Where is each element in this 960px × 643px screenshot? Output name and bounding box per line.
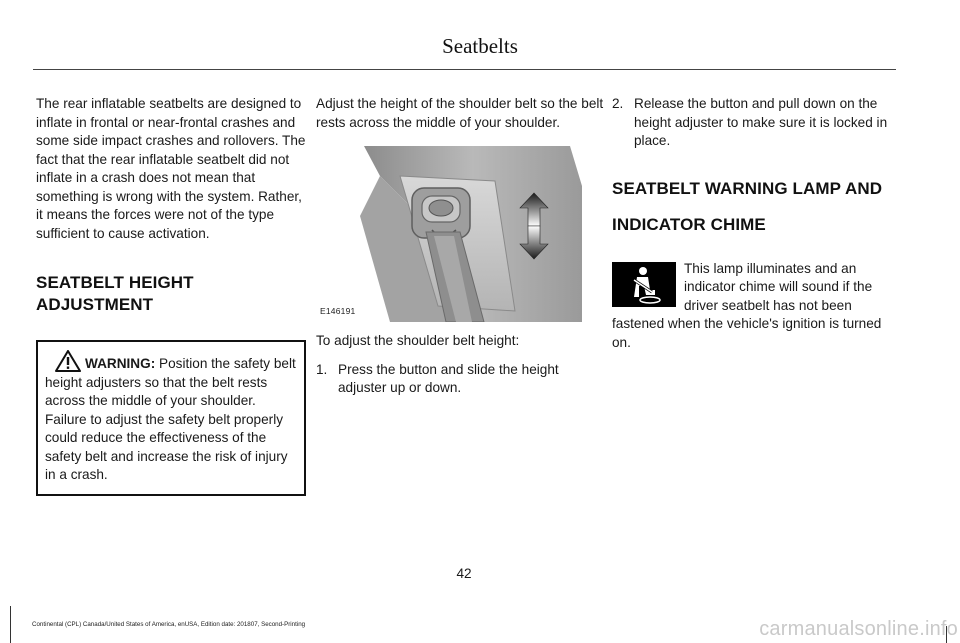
section-heading-warning-lamp: SEATBELT WARNING LAMP AND — [612, 178, 883, 198]
rear-inflatable-paragraph: The rear inflatable seatbelts are designed to inflate in frontal or near-frontal crashes and some side impact crashes and rollovers. The fact that the rear inflatable seatbelt did not inflate in a crash does not mean that something is wrong with the system. Rather, it means the forces were not of the type sufficient to cause activation. — [36, 96, 306, 241]
step-1-text: Press the button and slide the height adjuster up or down. — [338, 361, 559, 395]
shoulder-belt-height-adjuster-illustration — [320, 146, 582, 322]
step-2 — [612, 95, 902, 151]
step-2-text: Release the button and pull down on the height adjuster to make sure it is locked in place. — [634, 96, 888, 148]
column-2 — [316, 95, 606, 398]
warning-text: Position the safety belt height adjusters so that the belt rests across the middle of your shoulder. Failure to adjust the safety belt properly could reduce the effectiveness of the safety belt and increase the risk of injury in a crash. — [45, 356, 296, 482]
step-2-number: 2. — [612, 96, 624, 111]
adjust-height-paragraph: Adjust the height of the shoulder belt so the belt rests across the middle of your shoulder. — [316, 96, 604, 130]
page-number: 42 — [456, 566, 472, 581]
section-heading-indicator-chime: INDICATOR CHIME — [612, 214, 766, 234]
page-title: Seatbelts — [442, 34, 518, 58]
column-1 — [36, 95, 306, 496]
column-3 — [612, 95, 902, 352]
adjust-lead-text: To adjust the shoulder belt height: — [316, 333, 520, 348]
seatbelt-warning-lamp-icon — [612, 262, 676, 307]
crop-mark-left — [10, 606, 11, 643]
header-divider — [33, 69, 896, 70]
edition-footer: Continental (CPL) Canada/United States of America, enUSA, Edition date: 201807, Second-Printing — [32, 621, 306, 628]
step-1-number: 1. — [316, 361, 328, 377]
section-heading-height-adjustment: SEATBELT HEIGHT ADJUSTMENT — [36, 273, 194, 314]
step-1 — [316, 361, 606, 398]
warning-lamp-description — [612, 260, 902, 353]
warning-label: WARNING: — [85, 356, 156, 371]
warning-box — [36, 340, 306, 496]
watermark: carmanualsonline.info — [759, 618, 958, 640]
warning-lamp-text: This lamp illuminates and an indicator chime will sound if the driver seatbelt has not been fastened when the vehicle's ignition is turned on. — [612, 260, 882, 350]
figure-code: E146191 — [320, 305, 356, 316]
warning-triangle-icon — [55, 350, 81, 372]
